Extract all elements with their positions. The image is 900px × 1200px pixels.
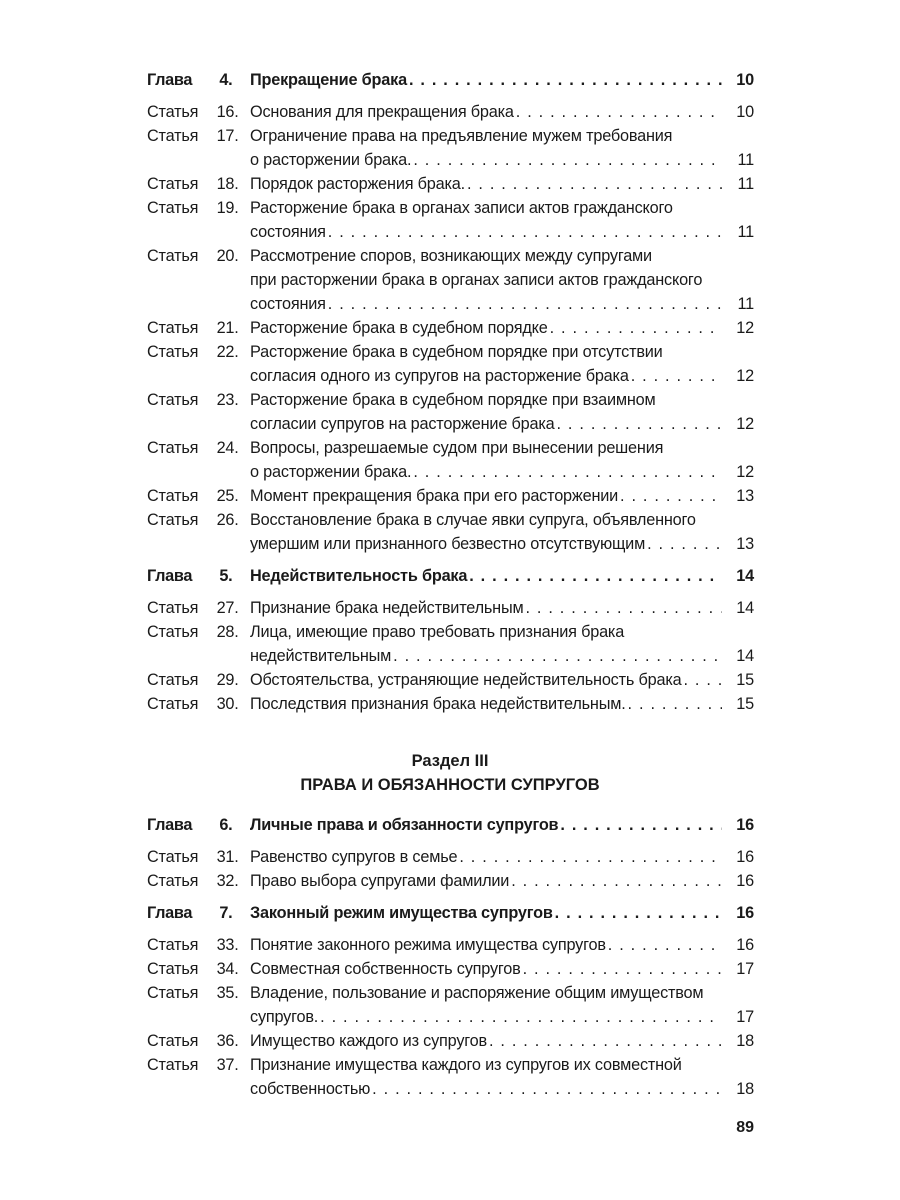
entry-title-line: Порядок расторжения брака. <box>250 175 465 193</box>
article-number <box>147 692 250 716</box>
entry-number: 7. <box>219 904 233 922</box>
toc-chapter-entry[interactable] <box>147 68 754 92</box>
toc-article-entry[interactable] <box>147 845 754 869</box>
dot-leader <box>620 484 722 508</box>
toc-article-entry[interactable] <box>147 692 754 716</box>
dot-leader <box>459 845 722 869</box>
article-number <box>147 957 250 981</box>
entry-title <box>250 124 754 172</box>
toc-article-entry[interactable] <box>147 340 754 388</box>
entry-title-line: Последствия признания брака недействительным. <box>250 695 626 713</box>
toc-article-entry[interactable] <box>147 1029 754 1053</box>
entry-label: Статья <box>147 487 203 505</box>
toc-article-entry[interactable] <box>147 316 754 340</box>
dot-leader <box>328 292 722 316</box>
entry-title-line: Рассмотрение споров, возникающих между супругами <box>250 247 652 265</box>
entry-number: 29. <box>216 671 239 689</box>
entry-label: Статья <box>147 391 203 409</box>
page-ref: 11 <box>737 295 754 313</box>
page-ref: 14 <box>736 647 754 665</box>
dot-leader <box>516 100 722 124</box>
page-ref: 11 <box>737 175 754 193</box>
page-ref: 16 <box>736 936 754 954</box>
dot-leader <box>550 316 722 340</box>
dot-leader <box>469 564 722 588</box>
toc-article-entry[interactable] <box>147 508 754 556</box>
article-number <box>147 172 250 196</box>
entry-title <box>250 316 754 340</box>
entry-number: 25. <box>216 487 239 505</box>
entry-title-line: Имущество каждого из супругов <box>250 1032 487 1050</box>
page-ref: 16 <box>736 872 754 890</box>
toc-article-entry[interactable] <box>147 172 754 196</box>
page-ref: 12 <box>736 463 754 481</box>
entry-label: Глава <box>147 567 197 585</box>
toc-article-entry[interactable] <box>147 620 754 668</box>
dot-leader <box>489 1029 722 1053</box>
entry-title <box>250 484 754 508</box>
entry-title <box>250 668 754 692</box>
entry-label: Статья <box>147 319 203 337</box>
page-ref: 18 <box>736 1080 754 1098</box>
article-number <box>147 620 250 644</box>
entry-title <box>250 957 754 981</box>
entry-title-line: при расторжении брака в органах записи актов гражданского <box>250 271 703 289</box>
dot-leader <box>372 1077 722 1101</box>
article-number <box>147 484 250 508</box>
toc-chapter-entry[interactable] <box>147 564 754 588</box>
page-ref: 13 <box>736 535 754 553</box>
entry-title <box>250 869 754 893</box>
entry-title-line: Владение, пользование и распоряжение общим имуществом <box>250 984 704 1002</box>
entry-number: 33. <box>216 936 239 954</box>
article-number <box>147 100 250 124</box>
entry-title-line: Вопросы, разрешаемые судом при вынесении решения <box>250 439 664 457</box>
page-ref: 12 <box>736 415 754 433</box>
entry-title-line: Признание брака недействительным <box>250 599 524 617</box>
page-ref: 18 <box>736 1032 754 1050</box>
entry-title-line: состояния <box>250 223 326 241</box>
article-number <box>147 196 250 220</box>
entry-title-line: Расторжение брака в судебном порядке <box>250 319 548 337</box>
entry-number: 26. <box>216 511 239 529</box>
dot-leader <box>511 869 722 893</box>
page-ref: 14 <box>736 599 754 617</box>
entry-label: Статья <box>147 671 203 689</box>
page-ref: 16 <box>736 848 754 866</box>
entry-title-line: согласия одного из супругов на расторжение брака <box>250 367 629 385</box>
entry-title-line: Недействительность брака <box>250 567 468 585</box>
article-number <box>147 340 250 364</box>
entry-title-line: Понятие законного режима имущества супругов <box>250 936 606 954</box>
entry-label: Статья <box>147 343 203 361</box>
entry-title-line: Лица, имеющие право требовать признания брака <box>250 623 625 641</box>
entry-title-line: Расторжение брака в судебном порядке при взаимном <box>250 391 656 409</box>
article-number <box>147 869 250 893</box>
entry-title <box>250 845 754 869</box>
dot-leader <box>523 957 722 981</box>
page-ref: 11 <box>737 151 754 169</box>
dot-leader <box>628 692 722 716</box>
entry-title <box>250 508 754 556</box>
entry-title <box>250 196 754 244</box>
entry-label: Статья <box>147 984 203 1002</box>
dot-leader <box>608 933 722 957</box>
dot-leader <box>631 364 722 388</box>
toc-article-entry[interactable] <box>147 1053 754 1101</box>
page-ref: 16 <box>736 904 754 922</box>
entry-label: Статья <box>147 199 203 217</box>
entry-number: 22. <box>216 343 239 361</box>
entry-number: 16. <box>216 103 239 121</box>
dot-leader <box>328 220 722 244</box>
article-number <box>147 596 250 620</box>
entry-label: Статья <box>147 936 203 954</box>
entry-title-line: Расторжение брака в судебном порядке при отсутствии <box>250 343 663 361</box>
entry-number: 30. <box>216 695 239 713</box>
page-ref: 14 <box>736 567 754 585</box>
entry-title-line: собственностью <box>250 1080 371 1098</box>
entry-title <box>250 692 754 716</box>
toc-article-entry[interactable] <box>147 957 754 981</box>
toc-block-chapters-6-7 <box>147 813 754 1101</box>
entry-label: Статья <box>147 623 203 641</box>
page-ref: 17 <box>736 1008 754 1026</box>
entry-label: Статья <box>147 1032 203 1050</box>
entry-title <box>250 901 754 925</box>
toc-chapter-entry[interactable] <box>147 813 754 837</box>
article-number <box>147 668 250 692</box>
dot-leader <box>413 148 722 172</box>
dot-leader <box>555 901 722 925</box>
toc-article-entry[interactable] <box>147 100 754 124</box>
entry-title <box>250 388 754 436</box>
entry-title <box>250 1029 754 1053</box>
entry-label: Статья <box>147 127 203 145</box>
entry-label: Статья <box>147 1056 203 1074</box>
entry-label: Статья <box>147 599 203 617</box>
entry-label: Статья <box>147 872 203 890</box>
entry-title-line: Расторжение брака в органах записи актов гражданского <box>250 199 673 217</box>
toc-article-entry[interactable] <box>147 869 754 893</box>
entry-number: 6. <box>219 816 233 834</box>
entry-number: 31. <box>216 848 239 866</box>
entry-label: Глава <box>147 816 197 834</box>
chapter-number <box>147 901 250 925</box>
entry-title-line: Основания для прекращения брака <box>250 103 514 121</box>
entry-label: Статья <box>147 511 203 529</box>
entry-title-line: Личные права и обязанности супругов <box>250 816 559 834</box>
page-ref: 12 <box>736 367 754 385</box>
toc-article-entry[interactable] <box>147 981 754 1029</box>
entry-number: 32. <box>216 872 239 890</box>
entry-title-line: состояния <box>250 295 326 313</box>
entry-title <box>250 340 754 388</box>
entry-title-line: о расторжении брака. <box>250 463 412 481</box>
article-number <box>147 933 250 957</box>
article-number <box>147 124 250 148</box>
entry-title-line: Право выбора супругами фамилии <box>250 872 510 890</box>
page-number: 89 <box>736 1119 754 1136</box>
dot-leader <box>413 460 722 484</box>
page-ref: 10 <box>736 103 754 121</box>
entry-label: Статья <box>147 848 203 866</box>
entry-title <box>250 1053 754 1101</box>
toc-article-entry[interactable] <box>147 933 754 957</box>
entry-title-line: о расторжении брака. <box>250 151 412 169</box>
toc-article-entry[interactable] <box>147 388 754 436</box>
page-ref: 11 <box>737 223 754 241</box>
entry-number: 17. <box>216 127 239 145</box>
entry-title-line: Признание имущества каждого из супругов их совместной <box>250 1056 682 1074</box>
entry-title-line: недействительным <box>250 647 392 665</box>
entry-title <box>250 933 754 957</box>
entry-title <box>250 981 754 1029</box>
entry-number: 35. <box>216 984 239 1002</box>
entry-number: 18. <box>216 175 239 193</box>
entry-label: Статья <box>147 439 203 457</box>
entry-title <box>250 813 754 837</box>
entry-number: 24. <box>216 439 239 457</box>
section-heading <box>0 749 900 797</box>
toc-chapter-entry[interactable] <box>147 901 754 925</box>
dot-leader <box>556 412 722 436</box>
dot-leader <box>647 532 722 556</box>
entry-label: Статья <box>147 695 203 713</box>
entry-title-line: Ограничение права на предъявление мужем требования <box>250 127 673 145</box>
article-number <box>147 508 250 532</box>
entry-number: 4. <box>219 71 233 89</box>
article-number <box>147 1029 250 1053</box>
entry-number: 36. <box>216 1032 239 1050</box>
entry-title <box>250 100 754 124</box>
entry-number: 21. <box>216 319 239 337</box>
chapter-number <box>147 564 250 588</box>
entry-title <box>250 436 754 484</box>
page-ref: 15 <box>736 671 754 689</box>
entry-label: Глава <box>147 71 197 89</box>
entry-number: 5. <box>219 567 233 585</box>
entry-title <box>250 244 754 316</box>
entry-title-line: умершим или признанного безвестно отсутствующим <box>250 535 646 553</box>
entry-number: 37. <box>216 1056 239 1074</box>
entry-label: Статья <box>147 247 203 265</box>
article-number <box>147 316 250 340</box>
dot-leader <box>409 68 722 92</box>
page-ref: 12 <box>736 319 754 337</box>
entry-title-line: Обстоятельства, устраняющие недействительность брака <box>250 671 682 689</box>
toc-block-chapters-4-5 <box>147 68 754 716</box>
article-number <box>147 436 250 460</box>
toc-article-entry[interactable] <box>147 484 754 508</box>
entry-label: Статья <box>147 103 203 121</box>
entry-title <box>250 68 754 92</box>
entry-number: 28. <box>216 623 239 641</box>
article-number <box>147 388 250 412</box>
entry-title-line: Прекращение брака <box>250 71 407 89</box>
chapter-number <box>147 813 250 837</box>
entry-title-line: супругов. <box>250 1008 319 1026</box>
page-ref: 10 <box>736 71 754 89</box>
page-ref: 16 <box>736 816 754 834</box>
entry-label: Статья <box>147 175 203 193</box>
entry-label: Статья <box>147 960 203 978</box>
page-ref: 13 <box>736 487 754 505</box>
dot-leader <box>467 172 722 196</box>
entry-label: Глава <box>147 904 197 922</box>
entry-title-line: Момент прекращения брака при его расторжении <box>250 487 619 505</box>
dot-leader <box>320 1005 722 1029</box>
article-number <box>147 244 250 268</box>
entry-title-line: Восстановление брака в случае явки супруга, объявленного <box>250 511 696 529</box>
entry-title <box>250 172 754 196</box>
entry-number: 27. <box>216 599 239 617</box>
toc-article-entry[interactable] <box>147 124 754 172</box>
entry-title-line: Законный режим имущества супругов <box>250 904 553 922</box>
entry-number: 19. <box>216 199 239 217</box>
chapter-number <box>147 68 250 92</box>
dot-leader <box>393 644 722 668</box>
entry-title-line: согласии супругов на расторжение брака <box>250 415 555 433</box>
toc-article-entry[interactable] <box>147 436 754 484</box>
page-ref: 15 <box>736 695 754 713</box>
section-number: Раздел III <box>411 752 489 770</box>
toc-article-entry[interactable] <box>147 596 754 620</box>
entry-number: 20. <box>216 247 239 265</box>
toc-article-entry[interactable] <box>147 196 754 244</box>
entry-title-line: Совместная собственность супругов <box>250 960 521 978</box>
article-number <box>147 845 250 869</box>
entry-number: 23. <box>216 391 239 409</box>
section-title: ПРАВА И ОБЯЗАННОСТИ СУПРУГОВ <box>300 776 600 794</box>
article-number <box>147 1053 250 1077</box>
article-number <box>147 981 250 1005</box>
dot-leader <box>560 813 722 837</box>
page-ref: 17 <box>736 960 754 978</box>
toc-article-entry[interactable] <box>147 244 754 316</box>
entry-title <box>250 596 754 620</box>
toc-article-entry[interactable] <box>147 668 754 692</box>
entry-title-line: Равенство супругов в семье <box>250 848 458 866</box>
dot-leader <box>683 668 722 692</box>
entry-title <box>250 564 754 588</box>
entry-title <box>250 620 754 668</box>
entry-number: 34. <box>216 960 239 978</box>
dot-leader <box>525 596 722 620</box>
